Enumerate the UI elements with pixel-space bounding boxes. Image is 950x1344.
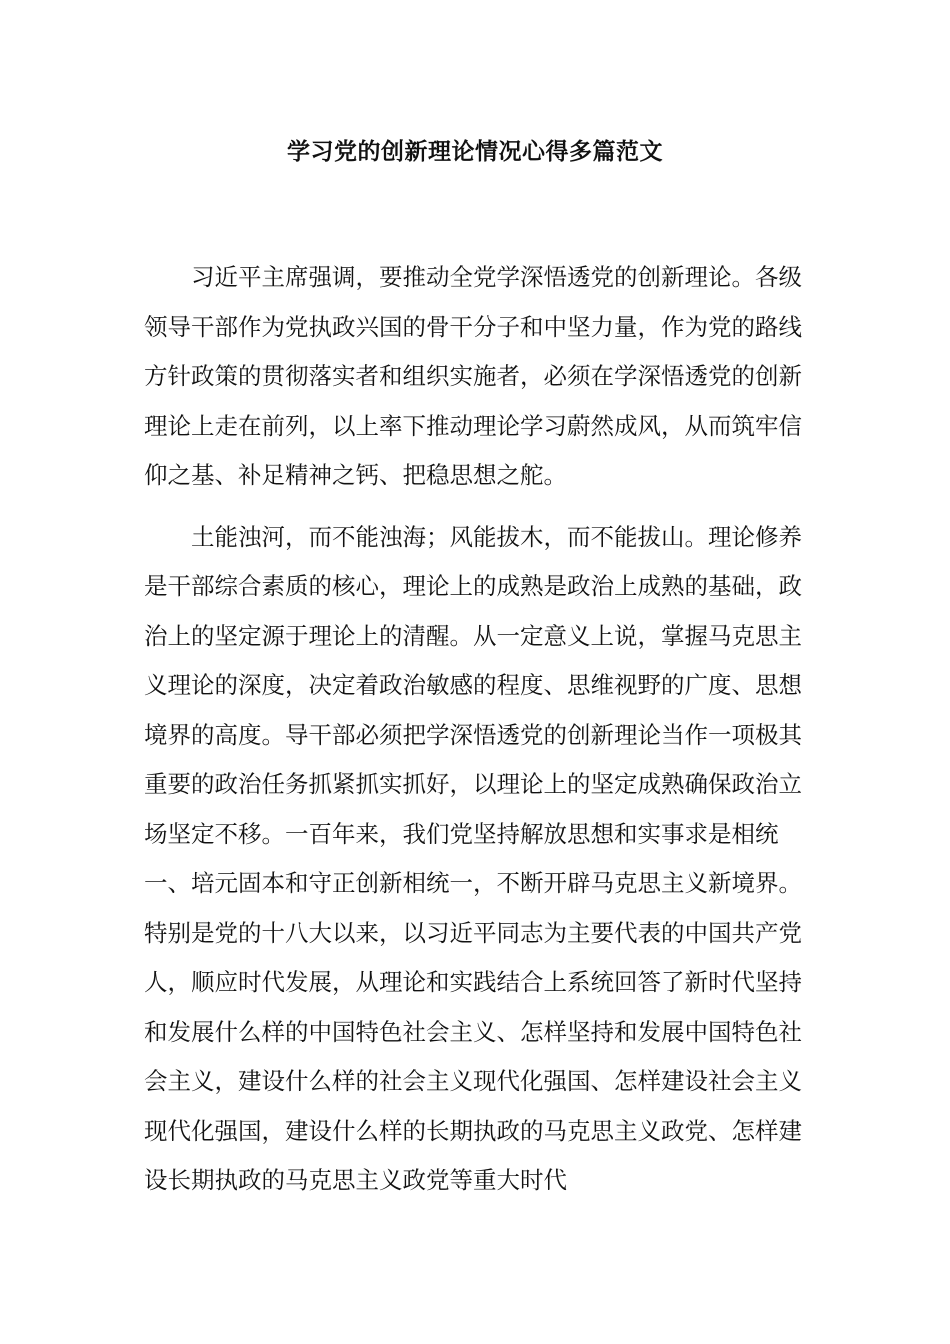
paragraph-2: 土能浊河，而不能浊海；风能拔木，而不能拔山。理论修养是干部综合素质的核心，理论上的成熟是政治上成熟的基础，政治上的坚定源于理论上的清醒。从一定意义上说，掌握马克思主义理论的深度，决定着政治敏感的程度、思维视野的广度、思想境界的高度。导干部必须把学深悟透党的创新理论当作一项极其重要的政治任务抓紧抓实抓好，以理论上的坚定成熟确保政治立场坚定不移。一百年来，我们党坚持解放思想和实事求是相统一、培元固本和守正创新相统一，不断开辟马克思主义新境界。特别是党的十八大以来，以习近平同志为主要代表的中国共产党人，顺应时代发展，从理论和实践结合上系统回答了新时代坚持和发展什么样的中国特色社会主义、怎样坚持和发展中国特色社会主义，建设什么样的社会主义现代化强国、怎样建设社会主义现代化强国，建设什么样的长期执政的马克思主义政党、怎样建设长期执政的马克思主义政党等重大时代 (144, 522, 802, 1194)
document-title: 学习党的创新理论情况心得多篇范文 (287, 139, 663, 165)
document-body (144, 253, 806, 1206)
paragraph-1: 习近平主席强调，要推动全党学深悟透党的创新理论。各级领导干部作为党执政兴国的骨干分子和中坚力量，作为党的路线方针政策的贯彻落实者和组织实施者，必须在学深悟透党的创新理论上走在前列，以上率下推动理论学习蔚然成风，从而筑牢信仰之基、补足精神之钙、把稳思想之舵。 (144, 263, 802, 489)
